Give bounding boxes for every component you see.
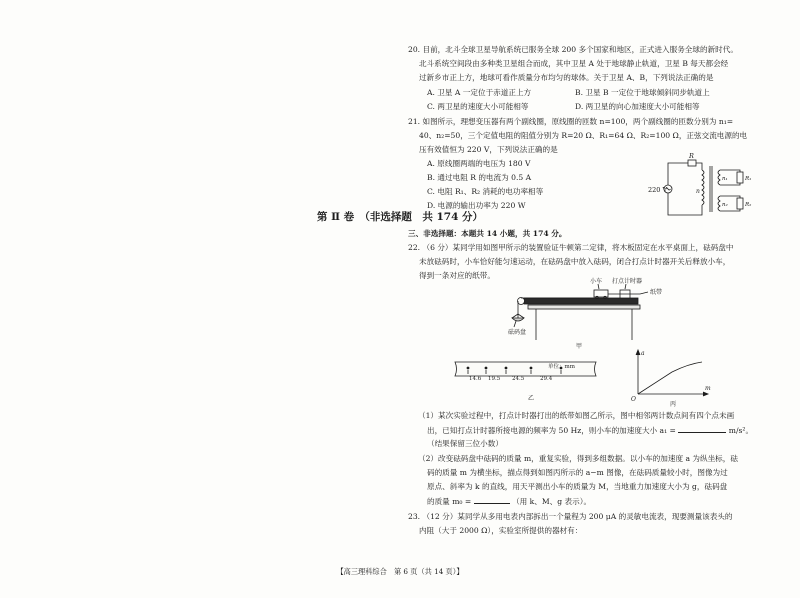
q23-stem-line2: 内阻（大于 2000 Ω），实验室所提供的器材有： [419, 526, 583, 535]
fig-caption-yi: 乙 [528, 395, 535, 402]
q21-option-d: D. 电源的输出功率为 220 W [427, 201, 526, 210]
tape-distance-3: 24.5 [512, 376, 525, 382]
graph-origin: O [631, 396, 636, 403]
answer-blank-acceleration[interactable] [678, 424, 726, 433]
q20-stem-line2: 北斗系统空间段由多种类卫星组合而成，其中卫星 A 处于地球静止轨道，卫星 B 每天都会经 [419, 59, 729, 68]
graph-axis-m: m [705, 385, 711, 392]
q21-option-c: C. 电阻 R₁、R₂ 消耗的电功率相等 [427, 187, 544, 196]
page-footer: 【高三理科综合 第 6 页（共 14 页）】 [336, 567, 464, 576]
q20-stem-line1: 20. 目前，北斗全球卫星导航系统已服务全球 200 多个国家和地区，正式进入服务全球的新时代。 [408, 45, 738, 54]
q21-stem-line1: 21. 如图所示，理想变压器有两个副线圈，原线圈的匝数 n=100，两个副线圈的匝数分别为 n₁= [408, 117, 734, 126]
q22-part2-text: 的质量 m₀ = [427, 497, 472, 506]
q20-option-b: B. 卫星 B 一定位于地球倾斜同步轨道上 [575, 88, 710, 97]
graph-axis-a: a [641, 350, 645, 357]
tape-unit-label: 单位：mm [548, 364, 575, 370]
q22-part2-line3: 原点、斜率为 k 的直线，用天平测出小车的质量为 M，当地重力加速度大小为 g，砝码盘 [427, 482, 728, 491]
q22-part1-text: 出，已知打点计时器所接电源的频率为 50 Hz，则小车的加速度大小 a₁ = [427, 426, 676, 435]
q22-part2-line1: （2）改变砝码盘中砝码的质量 m，重复实验，得到多组数据。以小车的加速度 a 为纵坐标，砝 [418, 454, 738, 463]
q21-stem-line3: 压有效值恒为 220 V，下列说法正确的是 [419, 145, 558, 154]
q20-stem-line3: 过新乡市正上方，地球可看作质量分布均匀的球体。关于卫星 A、B，下列说法正确的是 [419, 73, 714, 82]
fig-label-r2: R₂ [745, 202, 752, 208]
fig-caption-jia: 甲 [576, 343, 583, 350]
q22-part2-line4 [427, 495, 591, 508]
tape-distance-2: 19.5 [488, 376, 501, 382]
fig-label-n2: n₂ [722, 202, 728, 208]
q21-stem-line2: 40、n₂=50，三个定值电阻的阻值分别为 R=20 Ω、R₁=64 Ω、R₂=100 Ω，正弦交流电源的电 [419, 131, 748, 140]
fig-label-pan: 砝码盘 [508, 329, 527, 336]
q22-stem-line3: 得到一条对应的纸带。 [419, 271, 495, 280]
fig-label-r1: R₁ [745, 176, 752, 182]
q21-option-a: A. 原线圈两端的电压为 180 V [427, 159, 531, 168]
q22-part1-line2 [427, 424, 753, 437]
fig-label-n1: n₁ [722, 176, 728, 182]
q22-part1-line3: （结果保留三位小数） [427, 439, 503, 448]
q20-option-d: D. 两卫星的向心加速度大小可能相等 [575, 102, 700, 111]
part-two-title: 第 Ⅱ 卷 （非选择题 共 174 分） [316, 211, 484, 223]
q22-part2-tail: （用 k、M、g 表示）。 [512, 497, 592, 506]
fig-label-tape: 纸带 [650, 289, 663, 296]
q22-stem-line2: 未放砝码时，小车恰好能匀速运动，在砝码盘中放入砝码，闭合打点计时器开关后释放小车， [419, 257, 731, 266]
fig-label-car: 小车 [590, 278, 603, 285]
q22-part2-line2: 码的质量 m 为横坐标，描点得到如图丙所示的 a−m 图像，在砝码质量较小时，图像为过 [427, 468, 728, 477]
q22-stem-line1: 22. （6 分）某同学用如图甲所示的装置验证牛顿第二定律，将木板固定在水平桌面上，砝码盘中 [408, 243, 734, 252]
tape-distance-1: 14.6 [469, 376, 482, 382]
fig-label-n: n [696, 188, 700, 195]
answer-blank-pan-mass[interactable] [474, 495, 510, 504]
q20-option-a: A. 卫星 A 一定位于赤道正上方 [427, 88, 532, 97]
fig-caption-bing: 丙 [670, 401, 677, 408]
q20-option-c: C. 两卫星的速度大小可能相等 [427, 102, 529, 111]
q22-part1-line1: （1）某次实验过程中，打点计时器打出的纸带如图乙所示，图中相邻两计数点间有四个点未画 [418, 411, 735, 420]
q23-stem-line1: 23. （12 分）某同学从多用电表内部拆出一个量程为 200 μA 的灵敏电流表，现要测量该表头的 [408, 512, 733, 521]
fig-label-r: R [689, 152, 694, 160]
part-three-heading: 三、非选择题：本题共 14 小题，共 174 分。 [408, 229, 567, 238]
q22-part1-unit: m/s²。 [728, 426, 754, 435]
fig-label-timer: 打点计时器 [612, 278, 643, 285]
q21-option-b: B. 通过电阻 R 的电流为 0.5 A [427, 173, 532, 182]
fig-label-220v: 220 V [648, 186, 668, 194]
tape-distance-4: 29.4 [540, 376, 553, 382]
